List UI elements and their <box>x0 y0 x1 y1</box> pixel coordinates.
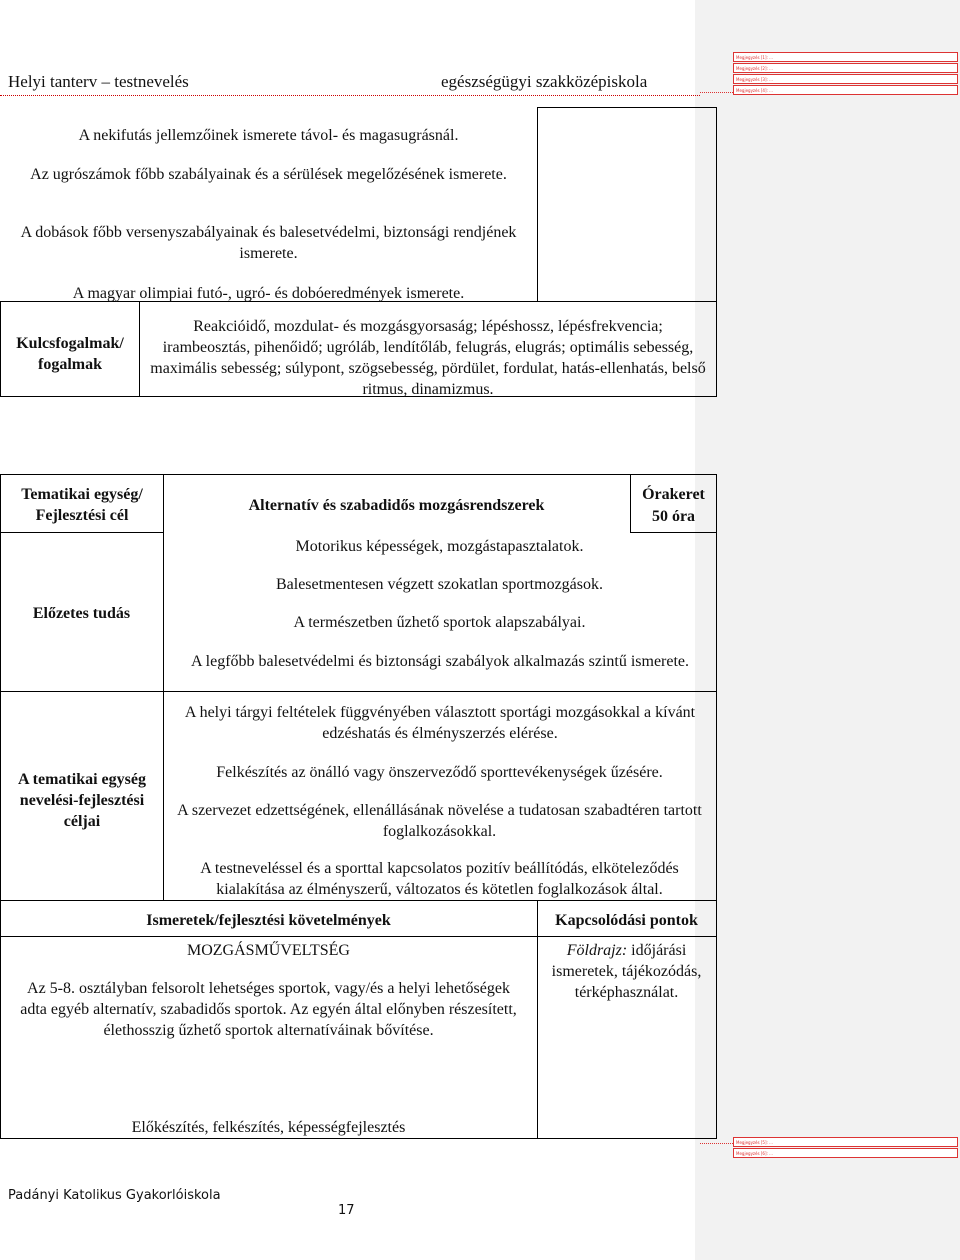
requirements-bottom: Előkészítés, felkészítés, képességfejlesztés <box>131 1119 406 1136</box>
prior-item: A legfőbb balesetvédelmi és biztonsági szabályok alkalmazás szintű ismerete. <box>190 653 690 670</box>
table-border <box>537 107 538 301</box>
table-border <box>139 301 140 396</box>
table-border <box>537 107 717 108</box>
goals-item: Felkészítés az önálló vagy önszerveződő sporttevékenységek űzésére. <box>216 764 663 781</box>
footer-school: Padányi Katolikus Gyakorlóiskola <box>8 1188 221 1203</box>
comment-balloon[interactable]: Megjegyzés [5]: ... <box>733 1137 958 1147</box>
table-border <box>0 936 717 937</box>
header-left: Helyi tanterv – testnevelés <box>8 72 189 91</box>
comment-balloon[interactable]: Megjegyzés [6]: ... <box>733 1148 958 1158</box>
unit-title: Alternatív és szabadidős mozgásrendszerek <box>248 497 545 514</box>
upper-line: A magyar olimpiai futó-, ugró- és dobóeredmények ismerete. <box>72 285 465 302</box>
prior-label: Előzetes tudás <box>32 605 131 622</box>
links-body: időjárási ismeretek, tájékozódás, térképhasználat. <box>551 942 702 1001</box>
table-border <box>630 532 717 533</box>
comment-connector <box>700 92 733 93</box>
comment-connector <box>700 1143 733 1144</box>
goals-item: A szervezet edzettségének, ellenállásának növelése a tudatosan szabadtéren tartott foglalkozásokkal. <box>177 802 702 840</box>
requirements-body: Az 5-8. osztályban felsorolt lehetséges sportok, vagy/és a helyi lehetőségek adta egyéb alternatív, szabadidős sportok. Az egyén által előnyben részesített, élethosszig űzhető sportok alternatíváinak bővítése. <box>20 980 517 1039</box>
unit-label: Tematikai egység/ Fejlesztési cél <box>21 486 143 524</box>
hours-value: 50 óra <box>651 508 696 525</box>
goals-item: A testneveléssel és a sporttal kapcsolatos pozitív beállítódás, elköteleződés kialakítása az élményszerű, változatos és kötetlen foglalkozások által. <box>200 860 679 898</box>
table-border <box>716 474 717 1138</box>
table-border <box>716 107 717 396</box>
table-border <box>0 474 717 475</box>
comment-balloon[interactable]: Megjegyzés [2]: ... <box>733 63 958 73</box>
table-border <box>0 691 717 692</box>
upper-line: A nekifutás jellemzőinek ismerete távol- és magasugrásnál. <box>78 127 459 144</box>
table-border <box>0 532 163 533</box>
requirements-header: Ismeretek/fejlesztési követelmények <box>146 912 391 929</box>
comment-margin <box>695 0 960 1260</box>
key-text: Reakcióidő, mozdulat- és mozgásgyorsaság; lépéshossz, lépésfrekvencia; irambeosztás, pihenőidő; ugróláb, lendítőláb, felugrás, elugrás; optimális sebesség, maximális sebesség; súlypont, szögsebesség, pördület, fordulat, hatás-ellenhatás, belső ritmus, dinamizmus. <box>150 318 706 398</box>
links-text <box>537 940 716 1003</box>
links-header: Kapcsolódási pontok <box>555 912 698 929</box>
table-border <box>0 474 1 1138</box>
table-border <box>0 301 1 396</box>
requirements-subtitle: MOZGÁSMŰVELTSÉG <box>187 942 350 959</box>
upper-line: Az ugrószámok főbb szabályainak és a sérülések megelőzésének ismerete. <box>30 166 507 183</box>
comment-balloon[interactable]: Megjegyzés [1]: ... <box>733 52 958 62</box>
key-label: Kulcsfogalmak/ fogalmak <box>16 335 124 373</box>
upper-line: A dobások főbb versenyszabályainak és balesetvédelmi, biztonsági rendjének ismerete. <box>20 224 517 262</box>
goals-label: A tematikai egység nevelési-fejlesztési céljai <box>18 771 146 830</box>
header-rule <box>0 95 700 96</box>
prior-item: A természetben űzhető sportok alapszabályai. <box>293 614 586 631</box>
comment-balloon[interactable]: Megjegyzés [4]: ... <box>733 85 958 95</box>
hours-label: Órakeret <box>642 486 705 503</box>
table-border <box>0 1138 717 1139</box>
page-number: 17 <box>338 1203 355 1218</box>
goals-item: A helyi tárgyi feltételek függvényében választott sportági mozgásokkal a kívánt edzéshatás és élményszerzés elérése. <box>184 704 696 742</box>
links-subject: Földrajz: <box>566 942 628 959</box>
table-border <box>0 900 717 901</box>
prior-item: Balesetmentesen végzett szokatlan sportmozgások. <box>275 576 603 593</box>
prior-item: Motorikus képességek, mozgástapasztalatok. <box>295 538 584 555</box>
comment-balloon[interactable]: Megjegyzés [3]: ... <box>733 74 958 84</box>
table-border <box>537 900 538 1138</box>
header-right: egészségügyi szakközépiskola <box>441 72 648 91</box>
